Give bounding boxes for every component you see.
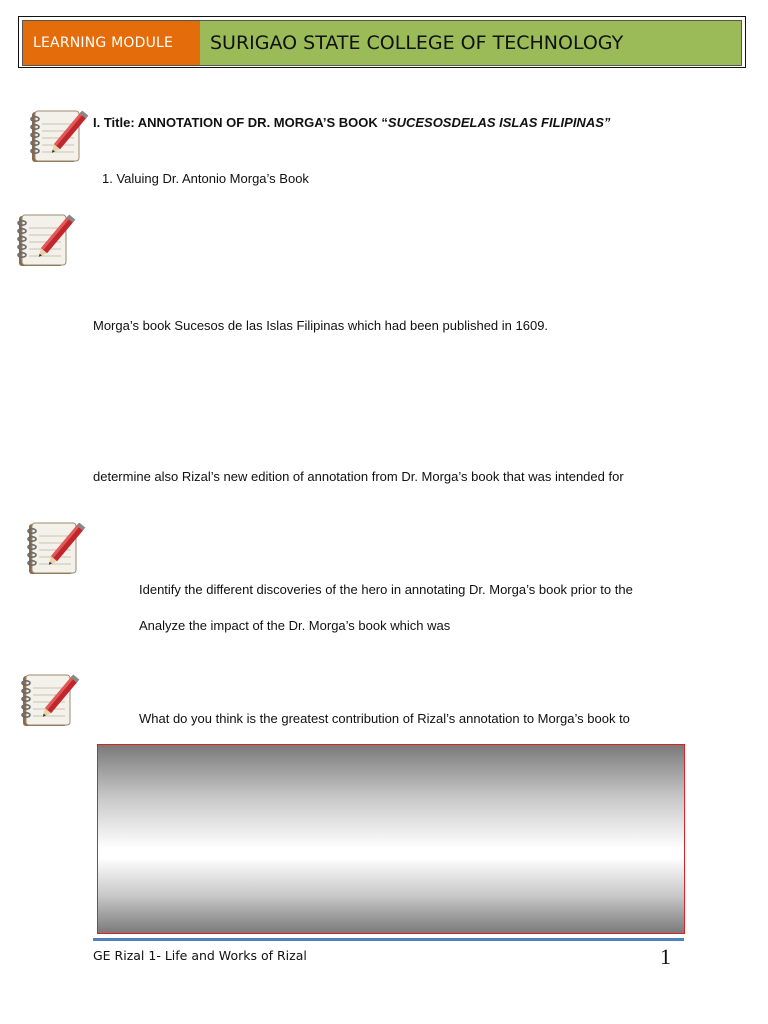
footer-course-title: GE Rizal 1- Life and Works of Rizal [93,948,307,963]
body-line-published: Morga’s book Sucesos de las Islas Filipinas which had been published in 1609. [93,318,549,333]
title-book-name: SUCESOSDELAS ISLAS FILIPINAS” [387,115,611,130]
image-placeholder-box [97,744,685,934]
notepad-pencil-icon [26,106,90,168]
page-number: 1 [660,944,671,969]
college-name: SURIGAO STATE COLLEGE OF TECHNOLOGY [200,21,741,65]
section-title [93,115,610,130]
title-prefix: I. Title: ANNOTATION OF DR. MORGA’S BOOK “ [93,115,388,130]
learning-module-label: LEARNING MODULE [23,21,200,65]
subtopic-heading: 1. Valuing Dr. Antonio Morga’s Book [102,171,309,186]
module-header [23,21,741,65]
objective-analyze: Analyze the impact of the Dr. Morga’s book which was [139,618,451,633]
question-contribution: What do you think is the greatest contribution of Rizal’s annotation to Morga’s book to [139,711,630,726]
notepad-pencil-icon [23,518,87,580]
notepad-pencil-icon [17,670,81,732]
body-line-determine: determine also Rizal’s new edition of annotation from Dr. Morga’s book that was intended for [93,469,624,484]
notepad-pencil-icon [13,210,77,272]
objective-identify: Identify the different discoveries of the hero in annotating Dr. Morga’s book prior to the [139,582,633,597]
footer-rule [93,938,684,941]
